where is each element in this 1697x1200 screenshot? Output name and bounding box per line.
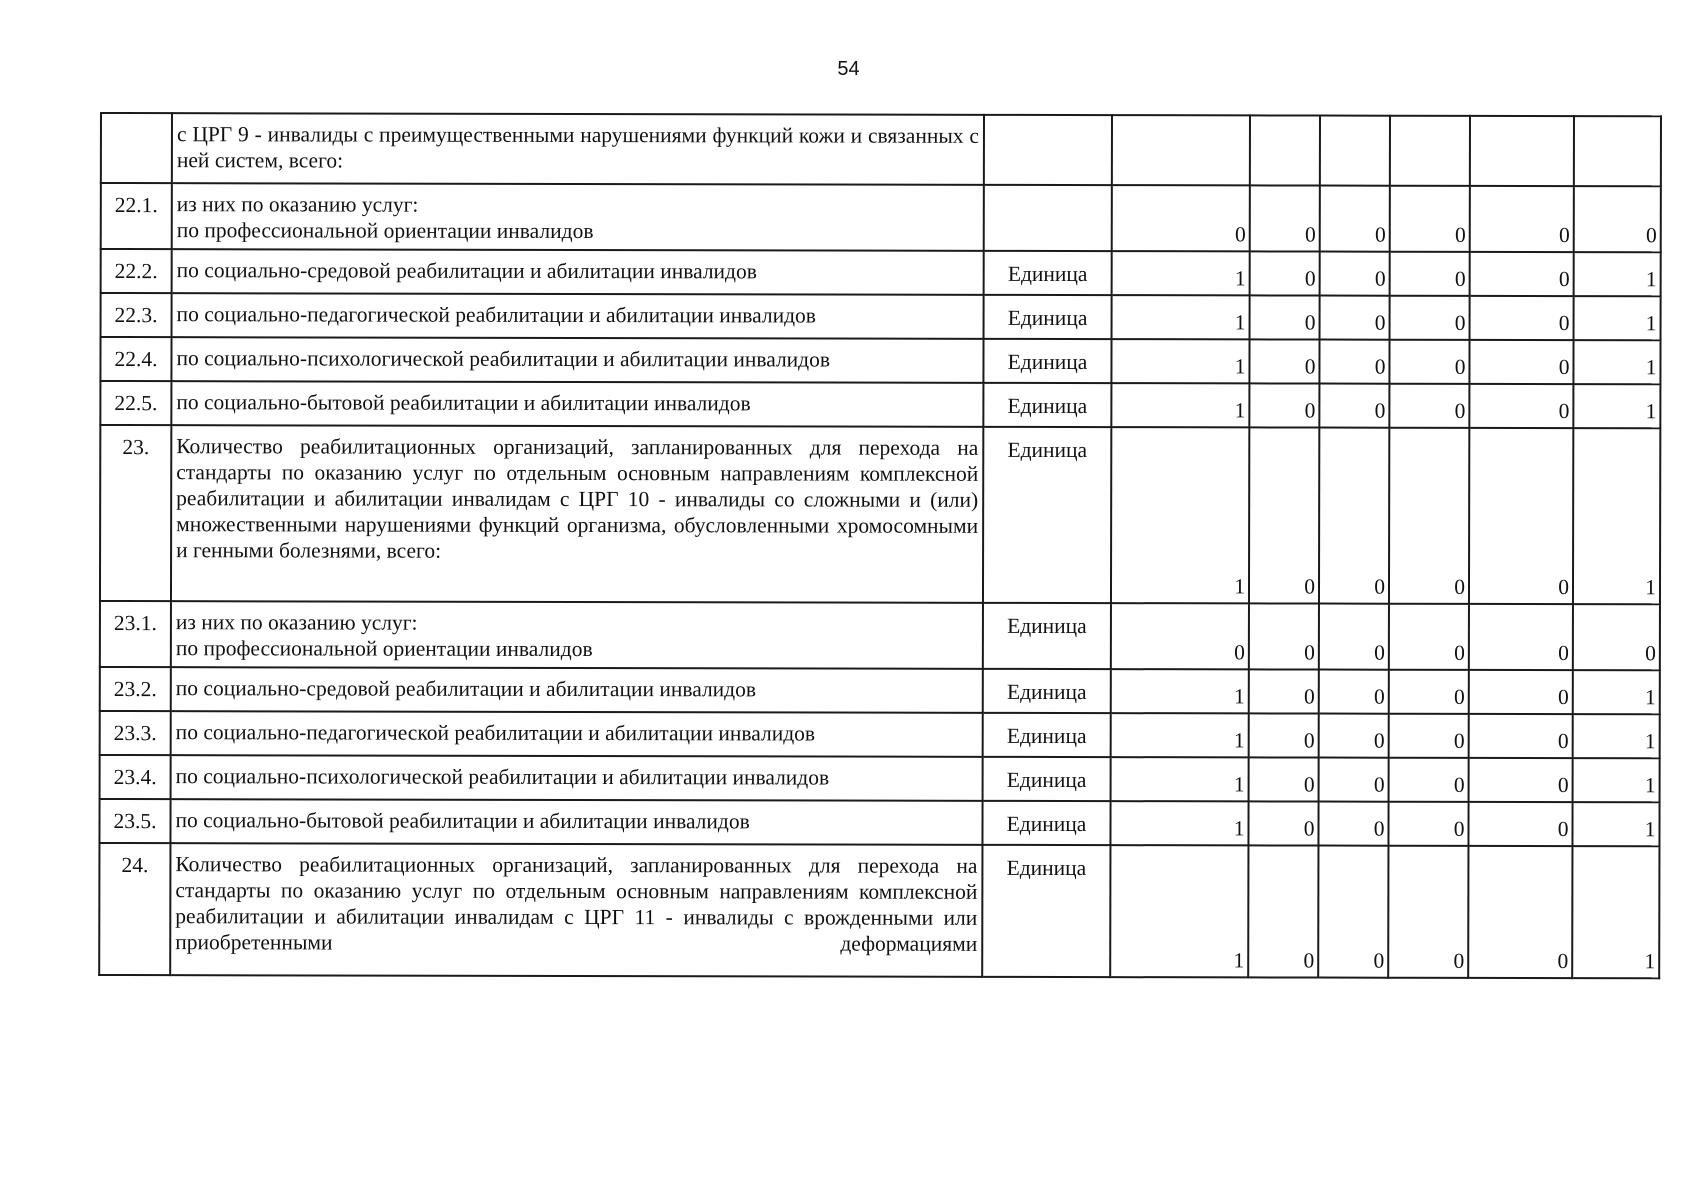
row-value: 1 xyxy=(1572,802,1659,846)
row-value: 1 xyxy=(1111,427,1249,603)
row-value: 1 xyxy=(1574,296,1661,340)
row-value: 0 xyxy=(1390,296,1470,340)
row-number: 23. xyxy=(100,425,171,601)
row-number: 23.1. xyxy=(100,601,171,667)
row-value: 0 xyxy=(1249,383,1319,427)
row-unit: Единица xyxy=(983,339,1111,383)
row-value: 0 xyxy=(1468,846,1572,978)
row-value: 0 xyxy=(1250,185,1320,251)
row-value: 0 xyxy=(1390,186,1470,252)
row-value: 0 xyxy=(1389,670,1469,714)
table-row xyxy=(101,183,1661,252)
row-value: 0 xyxy=(1318,846,1388,978)
row-value: 1 xyxy=(1573,384,1660,428)
table-row xyxy=(100,425,1660,604)
row-value: 0 xyxy=(1248,801,1318,845)
row-value: 1 xyxy=(1112,295,1250,339)
table-row xyxy=(101,293,1661,340)
row-description: по социально-педагогической реабилитации и абилитации инвалидов xyxy=(171,711,983,757)
row-value: 0 xyxy=(1470,296,1574,340)
row-value: 0 xyxy=(1249,603,1319,669)
row-value: 1 xyxy=(1110,801,1248,845)
table-row xyxy=(101,249,1661,296)
row-value: 0 xyxy=(1249,669,1319,713)
table-row xyxy=(100,711,1660,758)
row-value: 0 xyxy=(1319,758,1389,802)
row-value: 0 xyxy=(1249,713,1319,757)
row-value: 0 xyxy=(1319,428,1389,604)
row-value: 0 xyxy=(1389,758,1469,802)
row-value: 0 xyxy=(1250,295,1320,339)
row-unit: Единица xyxy=(983,757,1111,801)
row-number: 22.5. xyxy=(100,381,171,425)
row-unit: Единица xyxy=(983,427,1111,603)
row-value: 0 xyxy=(1248,845,1318,977)
row-unit: Единица xyxy=(983,603,1111,669)
row-unit: Единица xyxy=(983,383,1111,427)
table-row xyxy=(100,755,1660,802)
row-value: 0 xyxy=(1319,670,1389,714)
row-value: 1 xyxy=(1573,670,1660,714)
row-number: 23.3. xyxy=(100,711,171,755)
row-value: 1 xyxy=(1574,252,1661,296)
row-unit: Единица xyxy=(983,713,1111,757)
plan-table xyxy=(98,112,1662,979)
page-number: 54 xyxy=(837,58,860,80)
row-value: 0 xyxy=(1469,758,1573,802)
row-value: 0 xyxy=(1249,427,1319,603)
row-value: 1 xyxy=(1111,339,1249,383)
row-value: 0 xyxy=(1319,714,1389,758)
row-value: 0 xyxy=(1318,802,1388,846)
row-value: 0 xyxy=(1319,340,1389,384)
row-value xyxy=(1112,115,1250,185)
row-value: 0 xyxy=(1389,428,1469,604)
row-value: 1 xyxy=(1111,383,1249,427)
row-number: 24. xyxy=(99,843,170,975)
row-value xyxy=(1574,116,1661,186)
row-number: 23.5. xyxy=(99,799,170,843)
row-description: по социально-педагогической реабилитации и абилитации инвалидов xyxy=(172,293,984,339)
row-value: 0 xyxy=(1111,603,1249,669)
row-unit: Единица xyxy=(984,295,1112,339)
row-unit: Единица xyxy=(982,845,1110,977)
row-value: 0 xyxy=(1320,252,1390,296)
row-description: по социально-психологической реабилитации и абилитации инвалидов xyxy=(171,755,983,801)
row-value: 0 xyxy=(1470,186,1574,252)
table-row xyxy=(99,799,1659,846)
row-value xyxy=(1320,116,1390,186)
row-value: 0 xyxy=(1470,252,1574,296)
row-value: 0 xyxy=(1469,340,1573,384)
row-value: 0 xyxy=(1388,802,1468,846)
table-row xyxy=(100,337,1660,384)
row-value: 0 xyxy=(1319,604,1389,670)
row-value: 0 xyxy=(1250,251,1320,295)
row-value: 0 xyxy=(1390,252,1470,296)
row-value: 1 xyxy=(1110,845,1248,977)
table-row xyxy=(100,601,1660,670)
row-value: 0 xyxy=(1320,186,1390,252)
row-number: 23.2. xyxy=(100,667,171,711)
table-row xyxy=(100,381,1660,428)
row-value: 0 xyxy=(1249,339,1319,383)
row-unit xyxy=(984,115,1112,185)
row-description: Количество реабилитационных организаций, запланированных для перехода на стандарты по оказанию услуг по отдельным основным направлениям комплексной реабилитации и абилитации инвалидам с ЦРГ 11 - инвалиды с врожденными или приобретенными деформациями xyxy=(170,843,982,977)
table-row xyxy=(101,113,1661,186)
row-value: 1 xyxy=(1111,669,1249,713)
row-description: по социально-средовой реабилитации и абилитации инвалидов xyxy=(172,249,984,295)
row-value xyxy=(1250,115,1320,185)
row-value: 1 xyxy=(1572,846,1659,978)
row-number: 22.1. xyxy=(101,183,172,249)
row-value: 0 xyxy=(1389,384,1469,428)
row-number xyxy=(101,113,172,183)
row-value: 0 xyxy=(1573,604,1660,670)
row-number: 22.4. xyxy=(100,337,171,381)
row-value: 0 xyxy=(1389,604,1469,670)
table-row xyxy=(100,667,1660,714)
row-description: с ЦРГ 9 - инвалиды с преимущественными нарушениями функций кожи и связанных с ней систем, всего: xyxy=(172,113,984,185)
row-value xyxy=(1390,116,1470,186)
row-value: 0 xyxy=(1320,296,1390,340)
row-description: по социально-бытовой реабилитации и абилитации инвалидов xyxy=(170,799,982,845)
row-description: из них по оказанию услуг: по профессиональной ориентации инвалидов xyxy=(171,601,983,669)
row-number: 22.2. xyxy=(101,249,172,293)
row-value: 1 xyxy=(1112,251,1250,295)
row-value: 1 xyxy=(1111,713,1249,757)
row-unit xyxy=(984,185,1112,251)
table-row xyxy=(99,843,1659,978)
row-value: 1 xyxy=(1573,428,1660,604)
row-description: по социально-средовой реабилитации и абилитации инвалидов xyxy=(171,667,983,713)
row-number: 23.4. xyxy=(100,755,171,799)
row-description: Количество реабилитационных организаций, запланированных для перехода на стандарты по оказанию услуг по отдельным основным направлениям комплексной реабилитации и абилитации инвалидам с ЦРГ 10 - инвалиды со сложными и (или) множественными нарушениями функций организма, обусловленными хромосомными и генными болезнями, всего: xyxy=(171,425,983,603)
row-value xyxy=(1470,116,1574,186)
row-value: 0 xyxy=(1469,714,1573,758)
row-value: 0 xyxy=(1112,185,1250,251)
row-value: 0 xyxy=(1574,186,1661,252)
row-value: 0 xyxy=(1469,670,1573,714)
row-value: 0 xyxy=(1469,604,1573,670)
row-unit: Единица xyxy=(983,669,1111,713)
row-value: 0 xyxy=(1249,757,1319,801)
row-value: 1 xyxy=(1573,758,1660,802)
row-description: по социально-психологической реабилитации и абилитации инвалидов xyxy=(171,337,983,383)
row-value: 1 xyxy=(1111,757,1249,801)
row-description: по социально-бытовой реабилитации и абилитации инвалидов xyxy=(171,381,983,427)
row-value: 0 xyxy=(1469,428,1573,604)
row-value: 1 xyxy=(1573,340,1660,384)
row-value: 0 xyxy=(1389,340,1469,384)
row-description: из них по оказанию услуг: по профессиональной ориентации инвалидов xyxy=(172,183,984,251)
row-value: 0 xyxy=(1319,384,1389,428)
row-value: 0 xyxy=(1389,714,1469,758)
row-value: 0 xyxy=(1388,846,1468,978)
row-value: 1 xyxy=(1573,714,1660,758)
row-number: 22.3. xyxy=(101,293,172,337)
row-value: 0 xyxy=(1469,384,1573,428)
row-unit: Единица xyxy=(982,801,1110,845)
row-value: 0 xyxy=(1468,802,1572,846)
row-unit: Единица xyxy=(984,251,1112,295)
